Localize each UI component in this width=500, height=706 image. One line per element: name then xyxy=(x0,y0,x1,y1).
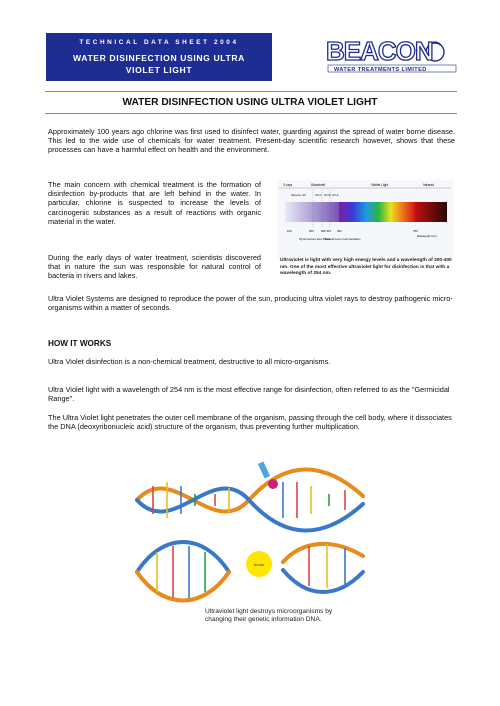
uv-sub-c: UV-C xyxy=(315,193,322,197)
tick-100: 100 xyxy=(287,229,292,233)
history-paragraph: During the early days of water treatment, scientists discovered that in nature the sun was responsible for natural control of bacteria in rivers and lakes. xyxy=(48,253,261,281)
uv-spectrum-figure xyxy=(277,180,453,290)
spectrum-caption: Ultraviolet is light with very high energy levels and a wavelength of 200-400 nm. One of the most effective ultraviolet light for disinfection is that with a wavelength of 254 nm. xyxy=(280,258,452,277)
band-uv: Ultraviolet xyxy=(311,183,326,187)
tick-unit: Wavelength (nm) xyxy=(417,235,437,238)
band-visible: Visible Light xyxy=(371,183,389,187)
uv-systems-paragraph: Ultra Violet Systems are designed to reproduce the power of the sun, producing ultra violet rays to destroy pathogenic micro-organisms within a matter of seconds. xyxy=(48,294,453,313)
dna-caption: Ultraviolet light destroys microorganisms by changing their genetic information DNA. xyxy=(205,608,333,624)
tick-280-315: 280 315 xyxy=(321,229,332,233)
beacon-logo xyxy=(320,36,464,80)
logo-word: BEACON xyxy=(326,36,433,66)
how-it-works-heading: HOW IT WORKS xyxy=(48,339,112,348)
tick-780: 780 xyxy=(413,229,418,233)
how-paragraph-3: The Ultra Violet light penetrates the outer cell membrane of the organism, passing through the cell body, where it dissociates the DNA (deoxyribonucleic acid) structure of the organism, thus preventing further multiplication. xyxy=(48,413,452,432)
divider xyxy=(45,91,457,92)
dna-figure xyxy=(133,460,367,638)
how-paragraph-2: Ultra Violet light with a wavelength of 254 nm is the most effective range for disinfection, often referred to as the "Germicidal Range". xyxy=(48,385,450,404)
uv-sub-b: UV-B xyxy=(324,193,331,197)
break-label: break xyxy=(253,562,265,567)
page-title: WATER DISINFECTION USING ULTRA VIOLET LIGHT xyxy=(122,97,378,108)
how-paragraph-1: Ultra Violet disinfection is a non-chemical treatment, destructive to all micro-organisms. xyxy=(48,357,331,366)
intro-paragraph: Approximately 100 years ago chlorine was first used to disinfect water, guarding against the spread of water borne disease. This led to the wide use of chemicals for water treatment. Present-day scientific research however, shows that these processes can have a harmful effect on health and the environment. xyxy=(48,127,455,155)
header-banner xyxy=(46,33,272,81)
note-lamp: Hg low pressure lamp 254 nm xyxy=(299,238,331,241)
uv-sub-vacuum: Vacuum UV xyxy=(291,193,306,197)
uv-sub-a: UV-A xyxy=(332,193,339,197)
header-title: WATER DISINFECTION USING ULTRA VIOLET LIGHT xyxy=(73,53,245,75)
tick-400: 400 xyxy=(337,229,342,233)
band-xrays: X-rays xyxy=(283,183,293,187)
header-kicker: TECHNICAL DATA SHEET 2004 xyxy=(79,39,239,46)
note-bacterial: Bacterial curve of cell inactivation xyxy=(325,238,361,241)
divider xyxy=(45,113,457,114)
logo-subtitle: WATER TREATMENTS LIMITED xyxy=(334,67,427,73)
tick-200: 200 xyxy=(309,229,314,233)
concern-paragraph: The main concern with chemical treatment is the formation of disinfection by-products that are left behind in the water. In particular, chlorine is suspected to increase the levels of carcinogenic substances as a result of reactions with organic material in the water. xyxy=(48,180,261,226)
band-infrared: Infrared xyxy=(423,183,434,187)
